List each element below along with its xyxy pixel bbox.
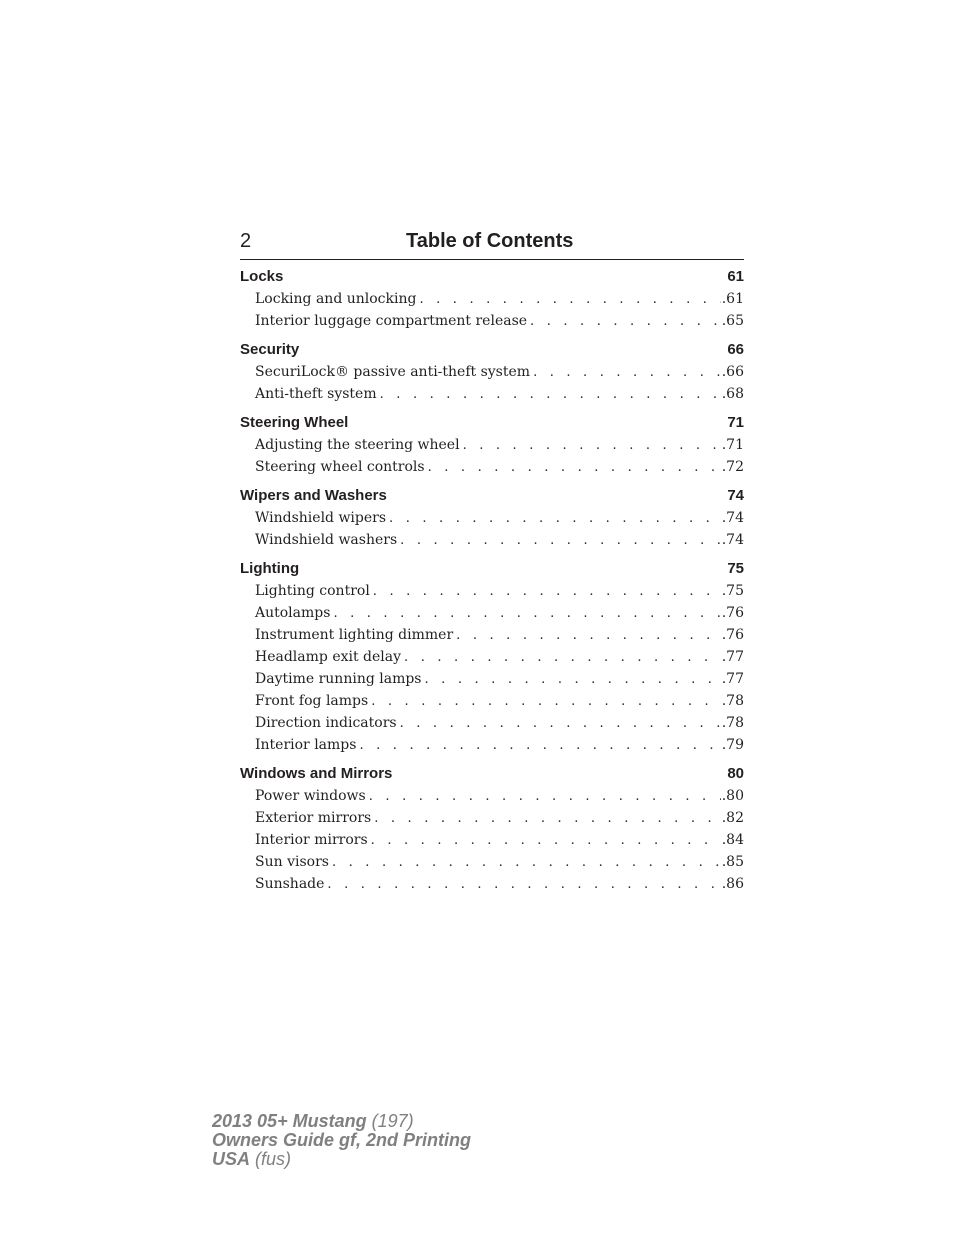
dot-leader — [419, 289, 720, 311]
entry-title: Windshield wipers — [255, 510, 387, 526]
entry-title: Steering wheel controls — [255, 459, 425, 475]
dot-leader — [428, 457, 721, 479]
dot-leader — [373, 581, 721, 603]
entry-page-number: .66 — [721, 364, 744, 380]
entry-page-number: .77 — [721, 649, 744, 665]
toc-section — [240, 763, 744, 895]
toc-entry[interactable] — [240, 310, 744, 332]
toc-entry[interactable] — [240, 383, 744, 405]
section-title: Steering Wheel — [240, 414, 349, 431]
entry-title: Locking and unlocking — [255, 291, 417, 307]
section-page-number: 74 — [727, 487, 744, 504]
toc-section-heading[interactable] — [240, 266, 744, 288]
entry-title: SecuriLock® passive anti-theft system — [255, 364, 531, 380]
entry-page-number: .78 — [721, 715, 744, 731]
toc-entry[interactable] — [240, 785, 744, 807]
toc-entry[interactable] — [240, 851, 744, 873]
entry-page-number: .74 — [721, 532, 744, 548]
toc-entry[interactable] — [240, 807, 744, 829]
entry-page-number: .82 — [721, 810, 744, 826]
footer-line-1 — [212, 1112, 471, 1131]
entry-page-number: .71 — [721, 437, 744, 453]
toc-entry[interactable] — [240, 434, 744, 456]
dot-leader — [456, 625, 721, 647]
entry-page-number: .86 — [721, 876, 744, 892]
toc-entry[interactable] — [240, 690, 744, 712]
entry-title: Lighting control — [255, 583, 370, 599]
entry-page-number: .85 — [721, 854, 744, 870]
toc-section-heading[interactable] — [240, 339, 744, 361]
entry-title: Interior luggage compartment release — [255, 313, 528, 329]
dot-leader — [333, 603, 720, 625]
toc-entry[interactable] — [240, 734, 744, 756]
section-page-number: 66 — [727, 341, 744, 358]
section-page-number: 80 — [727, 765, 744, 782]
toc-entry[interactable] — [240, 507, 744, 529]
entry-title: Sunshade — [255, 876, 325, 892]
page-title: Table of Contents — [406, 230, 574, 252]
dot-leader — [380, 384, 721, 406]
dot-leader — [371, 830, 721, 852]
footer-model: 2013 05+ Mustang — [212, 1111, 367, 1131]
toc-section — [240, 485, 744, 551]
entry-title: Windshield washers — [255, 532, 398, 548]
entry-title: Interior mirrors — [255, 832, 368, 848]
toc-entry[interactable] — [240, 456, 744, 478]
toc-entry[interactable] — [240, 646, 744, 668]
dot-leader — [332, 852, 721, 874]
toc-section — [240, 339, 744, 405]
entry-page-number: .78 — [721, 693, 744, 709]
toc-entry[interactable] — [240, 580, 744, 602]
page-header — [240, 229, 744, 260]
toc-entry[interactable] — [240, 624, 744, 646]
entry-page-number: .75 — [721, 583, 744, 599]
toc-entry[interactable] — [240, 529, 744, 551]
section-page-number: 75 — [727, 560, 744, 577]
footer-model-code: (197) — [366, 1111, 414, 1131]
entry-page-number: .65 — [721, 313, 744, 329]
footer-guide: Owners Guide gf, 2nd Printing — [212, 1130, 472, 1150]
toc-section-heading[interactable] — [240, 558, 744, 580]
section-title: Security — [240, 341, 300, 358]
dot-leader — [359, 735, 720, 757]
entry-title: Autolamps — [255, 605, 331, 621]
entry-title: Exterior mirrors — [255, 810, 372, 826]
toc-entry[interactable] — [240, 873, 744, 895]
entry-page-number: .76 — [721, 627, 744, 643]
toc-section-heading[interactable] — [240, 485, 744, 507]
toc-section — [240, 558, 744, 756]
toc-section-heading[interactable] — [240, 412, 744, 434]
footer-market: USA — [212, 1149, 251, 1169]
entry-title: Instrument lighting dimmer — [255, 627, 454, 643]
entry-title: Adjusting the steering wheel — [255, 437, 460, 453]
entry-page-number: .76 — [721, 605, 744, 621]
toc-section — [240, 266, 744, 332]
entry-title: Power windows — [255, 788, 366, 804]
dot-leader — [374, 808, 721, 830]
dot-leader — [371, 691, 721, 713]
section-title: Windows and Mirrors — [240, 765, 393, 782]
entry-page-number: .72 — [721, 459, 744, 475]
entry-page-number: .79 — [721, 737, 744, 753]
entry-title: Sun visors — [255, 854, 329, 870]
dot-leader — [400, 530, 721, 552]
entry-title: Front fog lamps — [255, 693, 369, 709]
dot-leader — [533, 362, 721, 384]
dot-leader — [327, 874, 720, 896]
toc-entry[interactable] — [240, 668, 744, 690]
dot-leader — [400, 713, 721, 735]
section-title: Lighting — [240, 560, 300, 577]
footer — [212, 1112, 471, 1169]
dot-leader — [369, 786, 721, 808]
entry-title: Daytime running lamps — [255, 671, 422, 687]
toc-entry[interactable] — [240, 288, 744, 310]
entry-page-number: .74 — [721, 510, 744, 526]
toc-section-heading[interactable] — [240, 763, 744, 785]
dot-leader — [463, 435, 721, 457]
toc-section — [240, 412, 744, 478]
toc-entry[interactable] — [240, 602, 744, 624]
section-page-number: 71 — [727, 414, 744, 431]
entry-page-number: .77 — [721, 671, 744, 687]
dot-leader — [389, 508, 721, 530]
table-of-contents — [240, 266, 744, 902]
dot-leader — [530, 311, 721, 333]
entry-title: Anti-theft system — [255, 386, 377, 402]
footer-market-code: (fus) — [250, 1149, 292, 1169]
section-title: Locks — [240, 268, 284, 285]
section-title: Wipers and Washers — [240, 487, 387, 504]
toc-entry[interactable] — [240, 829, 744, 851]
entry-title: Interior lamps — [255, 737, 357, 753]
entry-page-number: .80 — [721, 788, 744, 804]
entry-page-number: .68 — [721, 386, 744, 402]
footer-line-3 — [212, 1150, 471, 1169]
footer-line-2 — [212, 1131, 471, 1150]
dot-leader — [404, 647, 721, 669]
entry-title: Direction indicators — [255, 715, 397, 731]
section-page-number: 61 — [727, 268, 744, 285]
entry-page-number: .61 — [721, 291, 744, 307]
page-number: 2 — [240, 230, 252, 252]
toc-entry[interactable] — [240, 361, 744, 383]
entry-page-number: .84 — [721, 832, 744, 848]
dot-leader — [425, 669, 721, 691]
entry-title: Headlamp exit delay — [255, 649, 402, 665]
toc-entry[interactable] — [240, 712, 744, 734]
